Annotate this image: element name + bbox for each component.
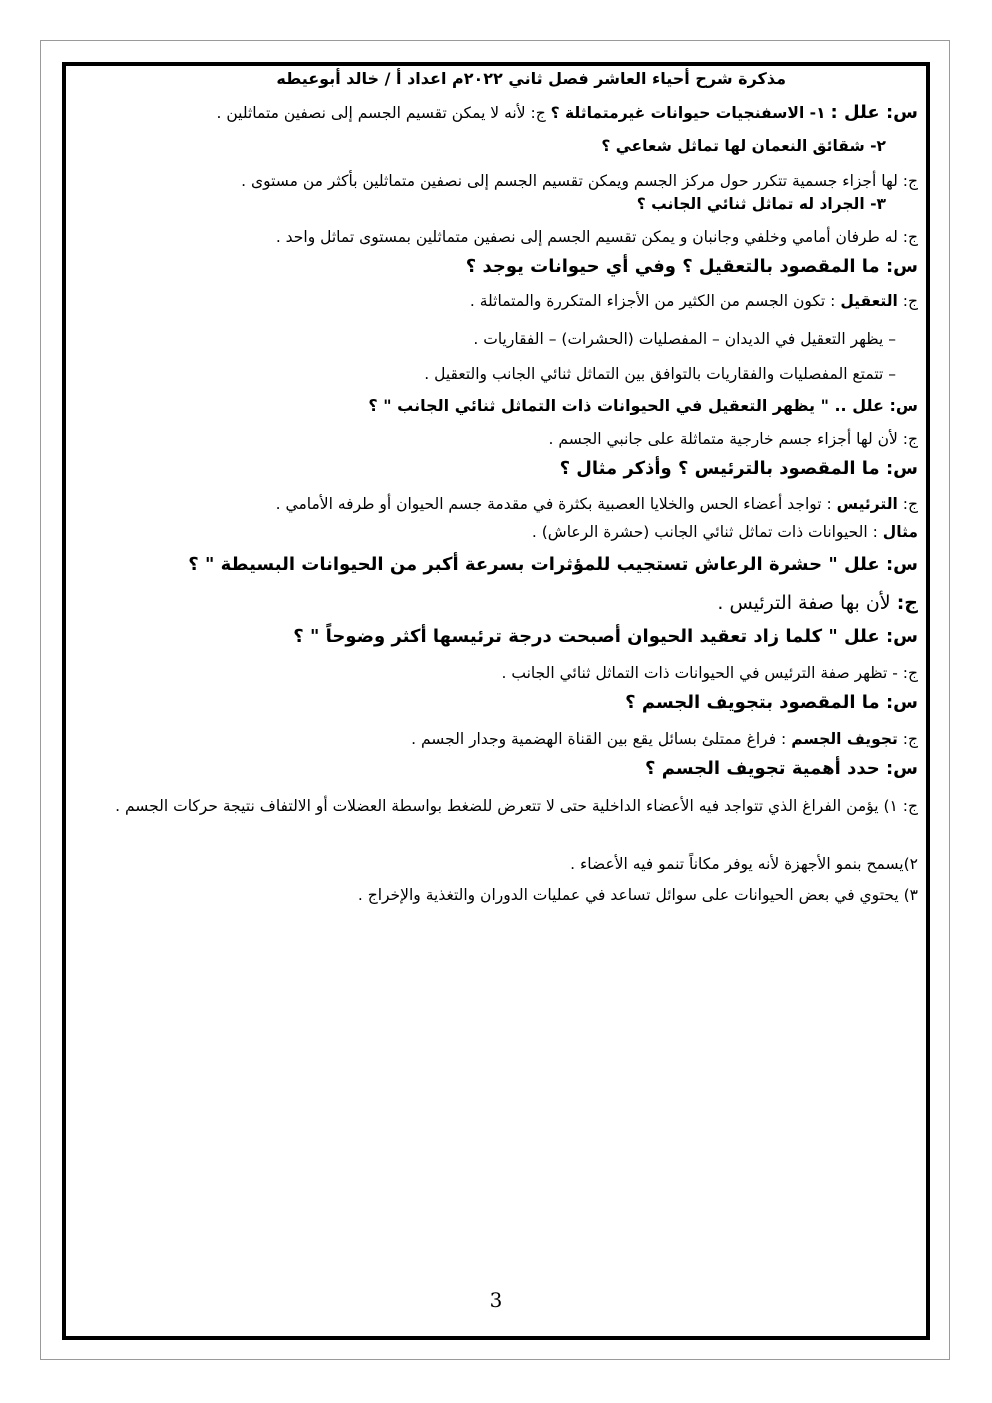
answer-8-item-1: ج: ١) يؤمن الفراغ الذي تتواجد فيه الأعضاء الداخلية حتى لا تتعرض للضغط بواسطة العضلات أو الالتفاف نتيجة حركات الجسم .: [115, 797, 918, 815]
answer-6: ج: - تظهر صفة الترئيس في الحيوانات ذات التماثل ثنائي الجانب .: [501, 664, 918, 682]
question-2: س: ما المقصود بالتعقيل ؟ وفي أي حيوانات يوجد ؟: [465, 256, 918, 277]
example-cephalization: مثال : الحيوانات ذات تماثل ثنائي الجانب (حشرة الرعاش) .: [531, 523, 918, 541]
definition-cephalization: ج: الترئيس : تواجد أعضاء الحس والخلايا العصبية بكثرة في مقدمة جسم الحيوان أو طرفه الأمامي .: [275, 495, 918, 513]
bullet-segmentation-2: – تتمتع المفصليات والفقاريات بالتوافق بين التماثل ثنائي الجانب والتعقيل .: [424, 365, 896, 383]
question-1-item-3: ٣- الجراد له تماثل ثنائي الجانب ؟: [636, 195, 886, 213]
definition-body-cavity: ج: تجويف الجسم : فراغ ممتلئ بسائل يقع بين القناة الهضمية وجدار الجسم .: [411, 730, 918, 748]
page-number: 3: [489, 1288, 503, 1312]
question-3: س: علل .. " يظهر التعقيل في الحيوانات ذات التماثل ثنائي الجانب " ؟: [368, 396, 918, 415]
answer-8-item-3: ٣) يحتوي في بعض الحيوانات على سوائل تساعد في عمليات الدوران والتغذية والإخراج .: [357, 886, 918, 904]
answer-5: ج: لأن بها صفة الترئيس .: [717, 592, 918, 614]
question-4: س: ما المقصود بالترئيس ؟ وأذكر مثال ؟: [559, 458, 918, 479]
page-title: مذكرة شرح أحياء العاشر فصل ثاني ٢٠٢٢م اعداد أ / خالد أبوعيطه: [276, 69, 786, 88]
answer-1-item-3: ج: له طرفان أمامي وخلفي وجانبان و يمكن تقسيم الجسم إلى نصفين متماثلين بمستوى تماثل واحد .: [275, 228, 918, 246]
bullet-segmentation-1: – يظهر التعقيل في الديدان – المفصليات (الحشرات) – الفقاريات .: [473, 330, 896, 348]
answer-8-item-2: ٢)يسمح بنمو الأجهزة لأنه يوفر مكاناً تنمو فيه الأعضاء .: [570, 855, 918, 873]
question-1-item-2: ٢- شقائق النعمان لها تماثل شعاعي ؟: [601, 137, 886, 155]
answer-1-item-2: ج: لها أجزاء جسمية تتكرر حول مركز الجسم ويمكن تقسيم الجسم إلى نصفين متماثلين بأكثر من مستوى .: [241, 172, 918, 190]
definition-segmentation: ج: التعقيل : تكون الجسم من الكثير من الأجزاء المتكررة والمتماثلة .: [469, 292, 918, 310]
question-6: س: علل " كلما زاد تعقيد الحيوان أصبحت درجة ترئيسها أكثر وضوحاً " ؟: [293, 626, 918, 647]
question-7: س: ما المقصود بتجويف الجسم ؟: [625, 692, 918, 713]
question-8: س: حدد أهمية تجويف الجسم ؟: [645, 758, 918, 779]
answer-3: ج: لأن لها أجزاء جسم خارجية متماثلة على جانبي الجسم .: [548, 430, 918, 448]
question-5: س: علل " حشرة الرعاش تستجيب للمؤثرات بسرعة أكبر من الحيوانات البسيطة " ؟: [188, 554, 918, 575]
question-1: س: علل : ١- الاسفنجيات حيوانات غيرمتماثلة ؟ ج: لأنه لا يمكن تقسيم الجسم إلى نصفين متماثلين .: [216, 102, 918, 123]
